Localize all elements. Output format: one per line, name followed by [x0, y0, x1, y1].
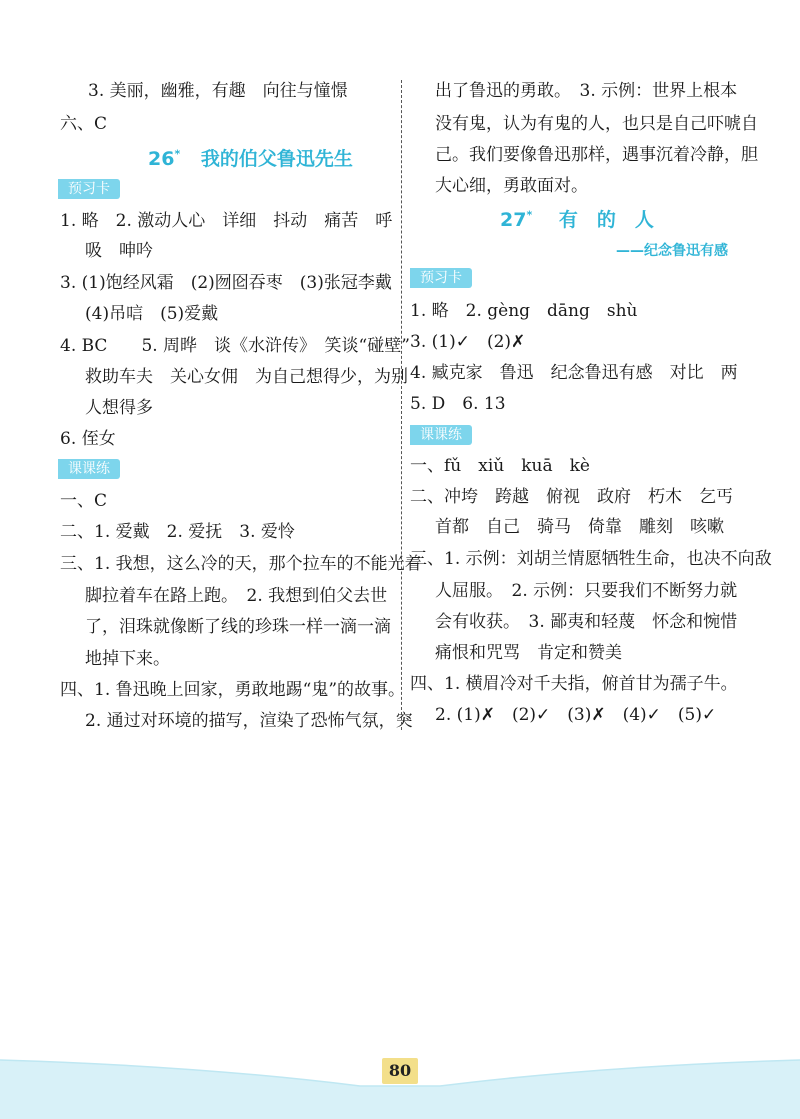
column-divider [401, 80, 402, 730]
page-number: 80 [382, 1058, 418, 1084]
answer-line: (4)吊唁 (5)爱戴 [85, 304, 219, 324]
title-star: * [526, 208, 533, 222]
tag-practice: 课课练 [410, 425, 472, 445]
answer-line: 大心细，勇敢面对。 [435, 176, 588, 196]
answer-line: 3. 美丽，幽雅，有趣 向往与憧憬 [88, 81, 348, 101]
answer-line: 3. (1)饱经风霜 (2)囫囵吞枣 (3)张冠李戴 [60, 273, 392, 293]
answer-line: 没有鬼，认为有鬼的人，也只是自己吓唬自 [435, 114, 758, 134]
title-number: 26 [148, 148, 175, 170]
tag-preview-card: 预习卡 [58, 179, 120, 199]
answer-line: 5. D 6. 13 [410, 394, 506, 414]
answer-line: 出了鲁迅的勇敢。 3. 示例：世界上根本 [435, 81, 738, 101]
answer-line: 1. 略 2. gèng dāng shù [410, 301, 638, 321]
answer-line: 4. 臧克家 鲁迅 纪念鲁迅有感 对比 两 [410, 363, 738, 383]
answer-line: 吸 呻吟 [85, 241, 153, 261]
section-title-26 [148, 144, 353, 171]
answer-line: 2. 通过对环境的描写，渲染了恐怖气氛，突 [85, 711, 413, 731]
answer-line: 六、C [60, 114, 108, 134]
answer-line: 6. 侄女 [60, 429, 116, 449]
answer-line: 地掉下来。 [85, 649, 170, 669]
section-subtitle: ——纪念鲁迅有感 [616, 243, 728, 259]
answer-line: 脚拉着车在路上跑。 2. 我想到伯父去世 [85, 586, 388, 606]
answer-line: 救助车夫 关心女佣 为自己想得少，为别 [85, 367, 408, 387]
answer-line: 2. (1)✗ (2)✓ (3)✗ (4)✓ (5)✓ [435, 705, 717, 725]
answer-line: 三、1. 我想，这么冷的天，那个拉车的不能光着 [60, 554, 422, 574]
answer-line: 1. 略 2. 激动人心 详细 抖动 痛苦 呼 [60, 211, 393, 231]
title-text: 有 的 人 [558, 209, 654, 231]
section-title-27 [500, 205, 654, 232]
answer-line: 3. (1)✓ (2)✗ [410, 332, 526, 352]
answer-line: 一、fǔ xiǔ kuā kè [410, 456, 590, 476]
answer-line: 了，泪珠就像断了线的珍珠一样一滴一滴 [85, 617, 391, 637]
answer-line: 二、冲垮 跨越 俯视 政府 朽木 乞丐 [410, 487, 733, 507]
answer-line: 四、1. 横眉冷对千夫指，俯首甘为孺子牛。 [410, 674, 738, 694]
title-text: 我的伯父鲁迅先生 [200, 148, 353, 170]
answer-line: 三、1. 示例：刘胡兰情愿牺牲生命，也决不向敌 [410, 549, 772, 569]
answer-line: 二、1. 爱戴 2. 爱抚 3. 爱怜 [60, 522, 295, 542]
answer-line: 首都 自己 骑马 倚靠 雕刻 咳嗽 [435, 517, 724, 537]
answer-line: 人想得多 [85, 398, 153, 418]
tag-preview-card: 预习卡 [410, 268, 472, 288]
answer-line: 己。我们要像鲁迅那样，遇事沉着冷静，胆 [435, 145, 758, 165]
title-number: 27 [500, 209, 527, 231]
title-star: * [174, 147, 181, 161]
answer-line: 会有收获。 3. 鄙夷和轻蔑 怀念和惋惜 [435, 612, 738, 632]
answer-line: 人屈服。 2. 示例：只要我们不断努力就 [435, 581, 738, 601]
answer-line: 4. BC 5. 周晔 谈《水浒传》 笑谈“碰壁” [60, 336, 410, 356]
answer-line: 一、C [60, 491, 108, 511]
answer-line: 痛恨和咒骂 肯定和赞美 [435, 643, 622, 663]
answer-line: 四、1. 鲁迅晚上回家，勇敢地踢“鬼”的故事。 [60, 680, 406, 700]
tag-practice: 课课练 [58, 459, 120, 479]
